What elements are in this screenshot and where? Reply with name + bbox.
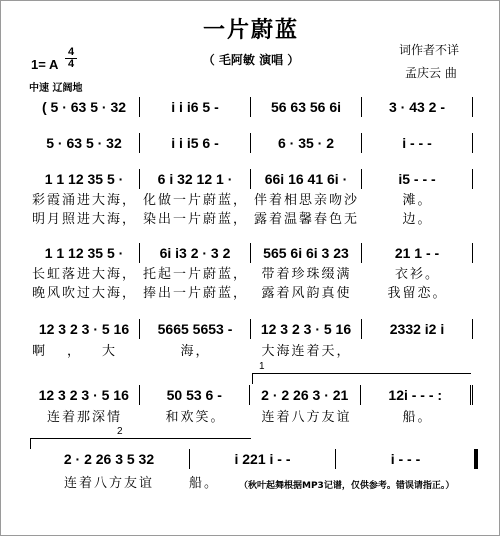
staff-line-1	[29, 97, 473, 117]
measure: 6i i3 2 · 3 2	[140, 243, 251, 263]
time-signature-bottom: 4	[65, 58, 77, 70]
lyric-segment: 连着八方友谊	[261, 410, 352, 425]
key-signature: 1= A	[31, 57, 59, 72]
measure: 1 1 12 35 5 ·	[29, 169, 140, 189]
tempo-marking: 中速 辽阔地	[29, 83, 83, 94]
measure: 2 · 2 26 3 · 21	[250, 385, 361, 405]
lyric-segment: 长虹落进大海，	[31, 267, 137, 282]
staff-line-7	[29, 449, 473, 469]
lyric-segment: 船。	[189, 476, 220, 491]
measure: 12 3 2 3 · 5 16	[29, 319, 140, 339]
lyric-segment: 连着那深情	[46, 410, 122, 425]
measure: 56 63 56 6i	[251, 97, 362, 117]
lyric-segment: 我留恋。	[387, 286, 448, 301]
lyric-segment: 连着八方友谊	[63, 476, 154, 491]
lyric-segment: 染出一片蔚蓝，	[142, 212, 248, 227]
lyric-segment: 彩霞涌进大海，	[31, 193, 137, 208]
time-signature-top: 4	[67, 46, 75, 58]
lyricist-credit: 词作者不详	[399, 43, 460, 57]
lyric-segment: 捧出一片蔚蓝，	[142, 286, 248, 301]
lyric-segment: 带着珍珠缀满	[261, 267, 352, 282]
measure: 21 1 - -	[362, 243, 473, 263]
transcription-note: （秋叶起舞根据MP3记谱，仅供参考。错误请指正。）	[239, 481, 455, 491]
measure: i - - -	[362, 133, 473, 153]
measure-repeat-end: 12i - - - :	[361, 385, 474, 405]
lyric-segment: 啊，大	[31, 344, 137, 359]
lyric-segment: 露着温馨春色无	[253, 212, 359, 227]
lyric-segment: 衣衫。	[394, 267, 440, 282]
staff-line-4	[29, 243, 473, 263]
measure: i5 - - -	[362, 169, 473, 189]
song-title: 一片蔚蓝	[202, 18, 299, 43]
lyric-segment: 边。	[402, 212, 433, 227]
volta-label-2: 2	[117, 426, 123, 437]
staff-line-6	[29, 385, 473, 405]
measure: 6 i 32 12 1 ·	[140, 169, 251, 189]
lyric-segment: 托起一片蔚蓝，	[142, 267, 248, 282]
measure: 2332 i2 i	[362, 319, 473, 339]
volta-bracket-2	[30, 426, 251, 449]
lyric-segment: 伴着相思亲吻沙	[253, 193, 359, 208]
lyric-segment: 晚风吹过大海，	[31, 286, 137, 301]
measure: 50 53 6 -	[140, 385, 251, 405]
measure: 12 3 2 3 · 5 16	[251, 319, 362, 339]
measure: 3 · 43 2 -	[362, 97, 473, 117]
lyric-segment: 船。	[402, 410, 433, 425]
lyric-segment: 露着风韵真使	[261, 286, 352, 301]
staff-line-2	[29, 133, 473, 153]
lyric-segment: 明月照进大海，	[31, 212, 137, 227]
measure: i 221 i - -	[190, 449, 336, 469]
measure: i i i6 5 -	[140, 97, 251, 117]
lyrics-line-3-verse-1	[29, 192, 473, 210]
measure: ( 5 · 63 5 · 32	[29, 97, 140, 117]
time-signature	[65, 47, 77, 70]
volta-bracket-1	[252, 361, 471, 384]
measure: 12 3 2 3 · 5 16	[29, 385, 140, 405]
lyric-segment: 滩。	[402, 193, 433, 208]
staff-line-5	[29, 319, 473, 339]
lyrics-line-4-verse-1	[29, 266, 473, 284]
performer-credit: （ 毛阿敏 演唱 ）	[202, 53, 300, 67]
measure: 6 · 35 · 2	[251, 133, 362, 153]
lyric-segment: 和欢笑。	[165, 410, 226, 425]
lyrics-line-5	[29, 343, 473, 361]
measure: i i i5 6 -	[140, 133, 251, 153]
staff-line-3	[29, 169, 473, 189]
measure: 5 · 63 5 · 32	[29, 133, 140, 153]
lyric-segment-empty	[362, 343, 473, 361]
measure: 1 1 12 35 5 ·	[29, 243, 140, 263]
measure-final: i - - -	[336, 449, 478, 469]
measure: 565 6i 6i 3 23	[251, 243, 362, 263]
lyrics-line-3-verse-2	[29, 211, 473, 229]
measure: 2 · 2 26 3 5 32	[29, 449, 190, 469]
measure: 66i 16 41 6i ·	[251, 169, 362, 189]
volta-label-1: 1	[259, 361, 265, 372]
composer-credit: 孟庆云 曲	[405, 66, 457, 80]
lyric-segment: 化做一片蔚蓝，	[142, 193, 248, 208]
lyric-segment: 大海连着天，	[261, 344, 352, 359]
lyrics-line-4-verse-2	[29, 285, 473, 303]
lyrics-line-6	[29, 409, 473, 427]
measure: 5665 5653 -	[140, 319, 251, 339]
lyric-segment: 海，	[180, 344, 211, 359]
